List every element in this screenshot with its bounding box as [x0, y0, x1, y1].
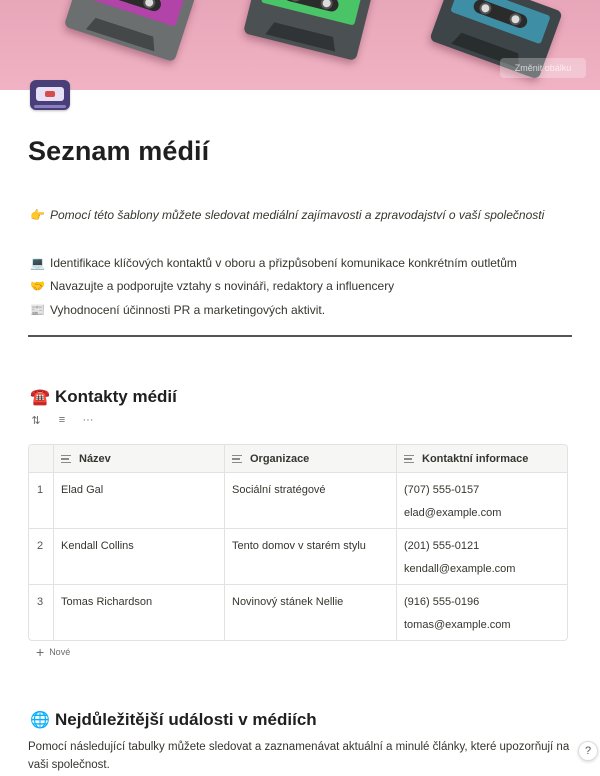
section-heading-text: Kontakty médií	[55, 387, 177, 406]
column-header-name[interactable]: Název	[61, 445, 111, 473]
handshake-icon: 🤝	[30, 279, 45, 293]
cell-organization[interactable]: Novinový stánek Nellie	[232, 596, 344, 608]
list-item	[30, 279, 394, 293]
more-options-icon[interactable]: ···	[82, 414, 94, 426]
list-item-text: Navazujte a podporujte vztahy s novináři, redaktory a influencery	[50, 279, 395, 293]
cell-phone[interactable]: (707) 555-0157	[404, 484, 480, 496]
text-property-icon	[232, 455, 242, 463]
list-item	[30, 303, 325, 317]
text-property-icon	[61, 455, 71, 463]
column-header-organization[interactable]: Organizace	[232, 445, 309, 473]
help-button[interactable]: ?	[578, 741, 598, 761]
cell-email[interactable]: elad@example.com	[404, 507, 502, 519]
cell-organization[interactable]: Sociální stratégové	[232, 484, 326, 496]
table-header	[29, 445, 568, 473]
cell-name[interactable]: Elad Gal	[61, 484, 104, 496]
section-heading-media-events	[30, 710, 317, 730]
pointing-hand-icon: 👉	[30, 208, 45, 222]
cell-organization[interactable]: Tento domov v starém stylu	[232, 540, 366, 552]
page-icon[interactable]	[30, 80, 70, 110]
section-heading-text: Nejdůležitější události v médiích	[55, 710, 317, 729]
section-description: Pomocí následující tabulky můžete sledovat a zaznamenávat aktuální a minulé články, které upozorňují na vaši společnost.	[28, 741, 570, 771]
column-divider	[396, 445, 397, 640]
cell-name[interactable]: Kendall Collins	[61, 540, 134, 552]
database-toolbar	[30, 414, 94, 427]
page-title[interactable]: Seznam médií	[28, 136, 210, 166]
callout	[30, 208, 544, 222]
divider	[28, 335, 572, 337]
sort-icon[interactable]: ⇅	[31, 415, 41, 427]
new-row-label: Nové	[49, 647, 71, 657]
column-divider	[224, 445, 225, 640]
globe-icon: 🌐	[30, 712, 50, 729]
section-heading-media-contacts	[30, 387, 177, 407]
cell-email[interactable]: kendall@example.com	[404, 563, 516, 575]
cell-name[interactable]: Tomas Richardson	[61, 596, 153, 608]
filter-icon[interactable]: ≡	[58, 414, 66, 426]
cell-phone[interactable]: (201) 555-0121	[404, 540, 480, 552]
list-item	[30, 256, 517, 270]
list-item-text: Vyhodnocení účinnosti PR a marketingových aktivit.	[50, 303, 326, 317]
table-row[interactable]: 2 Kendall Collins Tento domov v starém stylu (201) 555-0121 kendall@example.com	[29, 529, 568, 585]
table-row[interactable]: 1 Elad Gal Sociální stratégové (707) 555-0157 elad@example.com	[29, 473, 568, 529]
newspaper-icon: 📰	[30, 303, 45, 317]
cassette-image	[64, 0, 197, 62]
change-cover-button[interactable]: Změnit obálku	[500, 58, 586, 78]
column-divider	[53, 445, 54, 640]
page-cover	[0, 0, 600, 90]
plus-icon: +	[36, 644, 45, 660]
table-row[interactable]: 3 Tomas Richardson Novinový stánek Nellie (916) 555-0196 tomas@example.com	[29, 585, 568, 641]
column-header-contact[interactable]: Kontaktní informace	[404, 445, 528, 473]
new-row-button[interactable]	[36, 646, 70, 658]
cell-email[interactable]: tomas@example.com	[404, 619, 511, 631]
telephone-icon: ☎️	[30, 389, 50, 406]
cell-phone[interactable]: (916) 555-0196	[404, 596, 480, 608]
callout-text: Pomocí této šablony můžete sledovat mediální zajímavosti a zpravodajství o vaší společnosti	[50, 208, 545, 222]
text-property-icon	[404, 455, 414, 463]
media-contacts-table	[28, 444, 568, 641]
list-item-text: Identifikace klíčových kontaktů v oboru a přizpůsobení komunikace konkrétním outletům	[50, 256, 517, 270]
cassette-image	[243, 0, 373, 61]
computer-icon: 💻	[30, 256, 45, 270]
